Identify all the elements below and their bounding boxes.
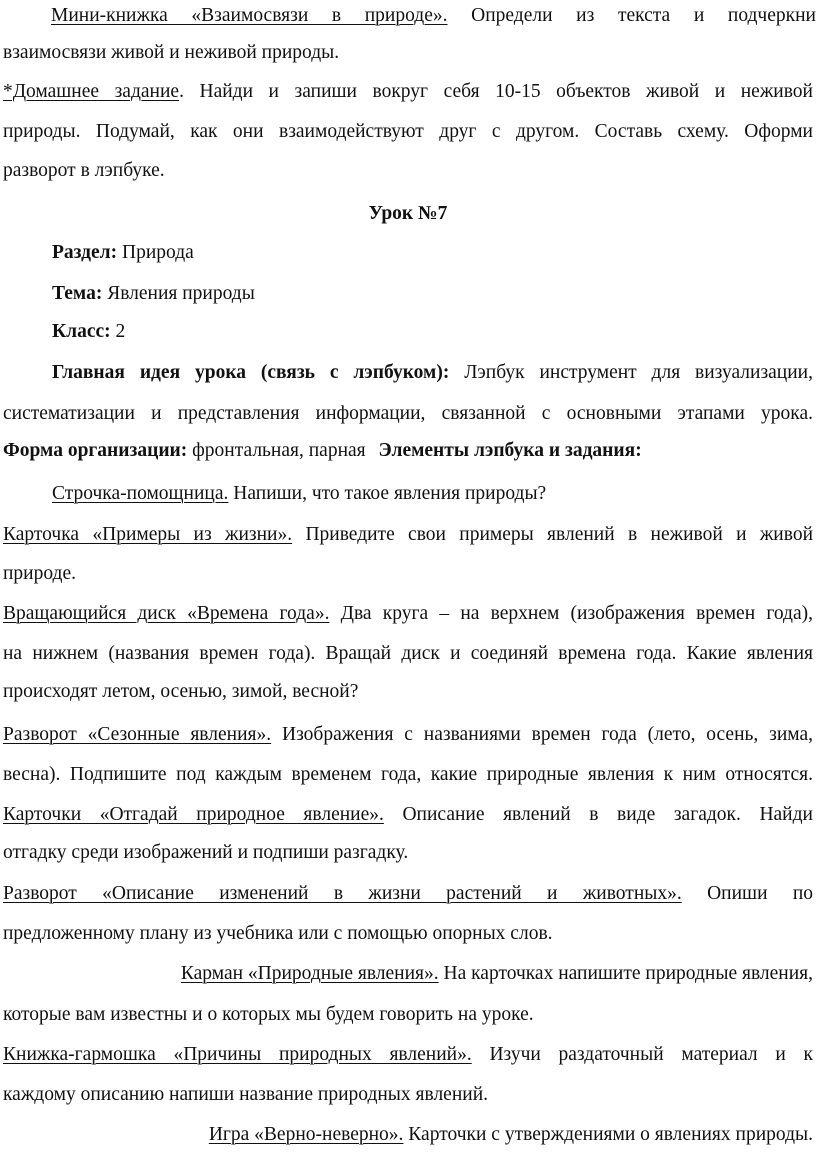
item-7-text: На карточках напишите природные явления, [443,963,813,984]
text-span: Лэпбук инструмент для визуализации, [464,362,813,383]
topic-label: Тема: [52,283,103,304]
elements-label: Элементы лэпбука и задания: [378,440,642,461]
text-span: систематизации и представления информации, связанной с основными этапами урока. [3,403,813,424]
organization-value: фронтальная, парная [192,440,366,461]
item-9-text: Карточки с утверждениями о явлениях природы. [408,1124,813,1145]
minibook-title: Мини-книжка «Взаимосвязи в природе». [51,5,448,26]
section-label: Раздел: [52,242,118,263]
item-6-title: Разворот «Описание изменений в жизни растений и животных». [3,883,682,904]
item-6-text: Опиши по [707,883,814,904]
topic-value: Явления природы [107,283,255,304]
item-4-text: Изображения с названиями времен года (лето, осень, зима, [281,724,814,745]
item-6-line-1 [3,879,813,909]
item-9-line-1 [3,1120,813,1150]
item-4-title: Разворот «Сезонные явления». [3,724,272,745]
item-4-line-1 [3,720,813,750]
text-span: . Найди и запиши вокруг себя 10-15 объектов живой и неживой [179,81,813,102]
item-3-title: Вращающийся диск «Времена года». [3,603,330,624]
text-span: происходят летом, осенью, зимой, весной? [3,681,359,702]
text-span: природы. Подумай, как они взаимодействуют друг с другом. Составь схему. Оформи [3,121,813,142]
item-2-text: Приведите свои примеры явлений в неживой и живой [305,524,814,545]
item-2-line-1 [3,520,813,550]
homework-line-4 [3,117,813,147]
item-6-line-2 [3,919,813,949]
homework-line-3 [3,77,813,107]
text-span: Определи из текста и подчеркни [471,5,816,26]
item-9-title: Игра «Верно-неверно». [208,1124,404,1145]
item-3-line-3 [3,677,813,707]
grade-line [52,317,752,347]
main-idea-line-2 [3,399,813,429]
section-line [52,238,752,268]
text-span: предложенному плану из учебника или с помощью опорных слов. [3,923,553,944]
homework-line-2 [3,38,813,68]
organization-line [3,436,813,466]
text-span: природе. [3,563,77,584]
homework-label: *Домашнее задание [3,81,180,102]
item-8-line-1 [3,1040,813,1070]
text-span: взаимосвязи живой и неживой природы. [3,42,340,63]
item-5-title: Карточки «Отгадай природное явление». [3,804,384,825]
grade-label: Класс: [52,321,111,342]
item-4-line-2 [3,760,813,790]
topic-line [52,279,752,309]
item-5-text: Описание явлений в виде загадок. Найди [402,804,813,825]
text-span: каждому описанию напиши название природных явлений. [3,1084,489,1105]
item-3-text: Два круга – на верхнем (изображения времен года), [340,603,813,624]
main-idea-line-1 [3,358,813,388]
item-1-title: Строчка-помощница. [52,483,229,504]
item-8-title: Книжка-гармошка «Причины природных явлений». [3,1044,472,1065]
text-span: которые вам известны и о которых мы будем говорить на уроке. [3,1004,534,1025]
lesson-title: Урок №7 [368,203,448,224]
text-span: на нижнем (названия времен года). Вращай диск и соединяй времена года. Какие явления [3,643,813,664]
item-7-line-2 [3,1000,813,1030]
item-3-line-2 [3,639,813,669]
item-8-text: Изучи раздаточный материал и к [489,1044,814,1065]
homework-line-1 [3,1,816,31]
item-2-title: Карточка «Примеры из жизни». [3,524,293,545]
item-5-line-2 [3,838,813,868]
grade-value: 2 [115,321,126,342]
text-span: весна). Подпишите под каждым временем года, какие природные явления к ним относятся. [3,764,813,785]
item-7-line-1 [3,959,813,989]
text-span: разворот в лэпбуке. [3,160,165,181]
text-span: отгадку среди изображений и подпиши разгадку. [3,842,409,863]
item-5-line-1 [3,800,813,830]
main-idea-label: Главная идея урока (связь с лэпбуком): [52,362,450,383]
item-3-line-1 [3,599,813,629]
organization-label: Форма организации: [3,440,188,461]
item-7-title: Карман «Природные явления». [180,963,439,984]
item-1 [52,479,752,509]
section-value: Природа [121,242,194,263]
item-2-line-2 [3,559,813,589]
item-8-line-2 [3,1080,813,1110]
homework-line-5 [3,156,813,186]
item-1-text: Напиши, что такое явления природы? [233,483,547,504]
